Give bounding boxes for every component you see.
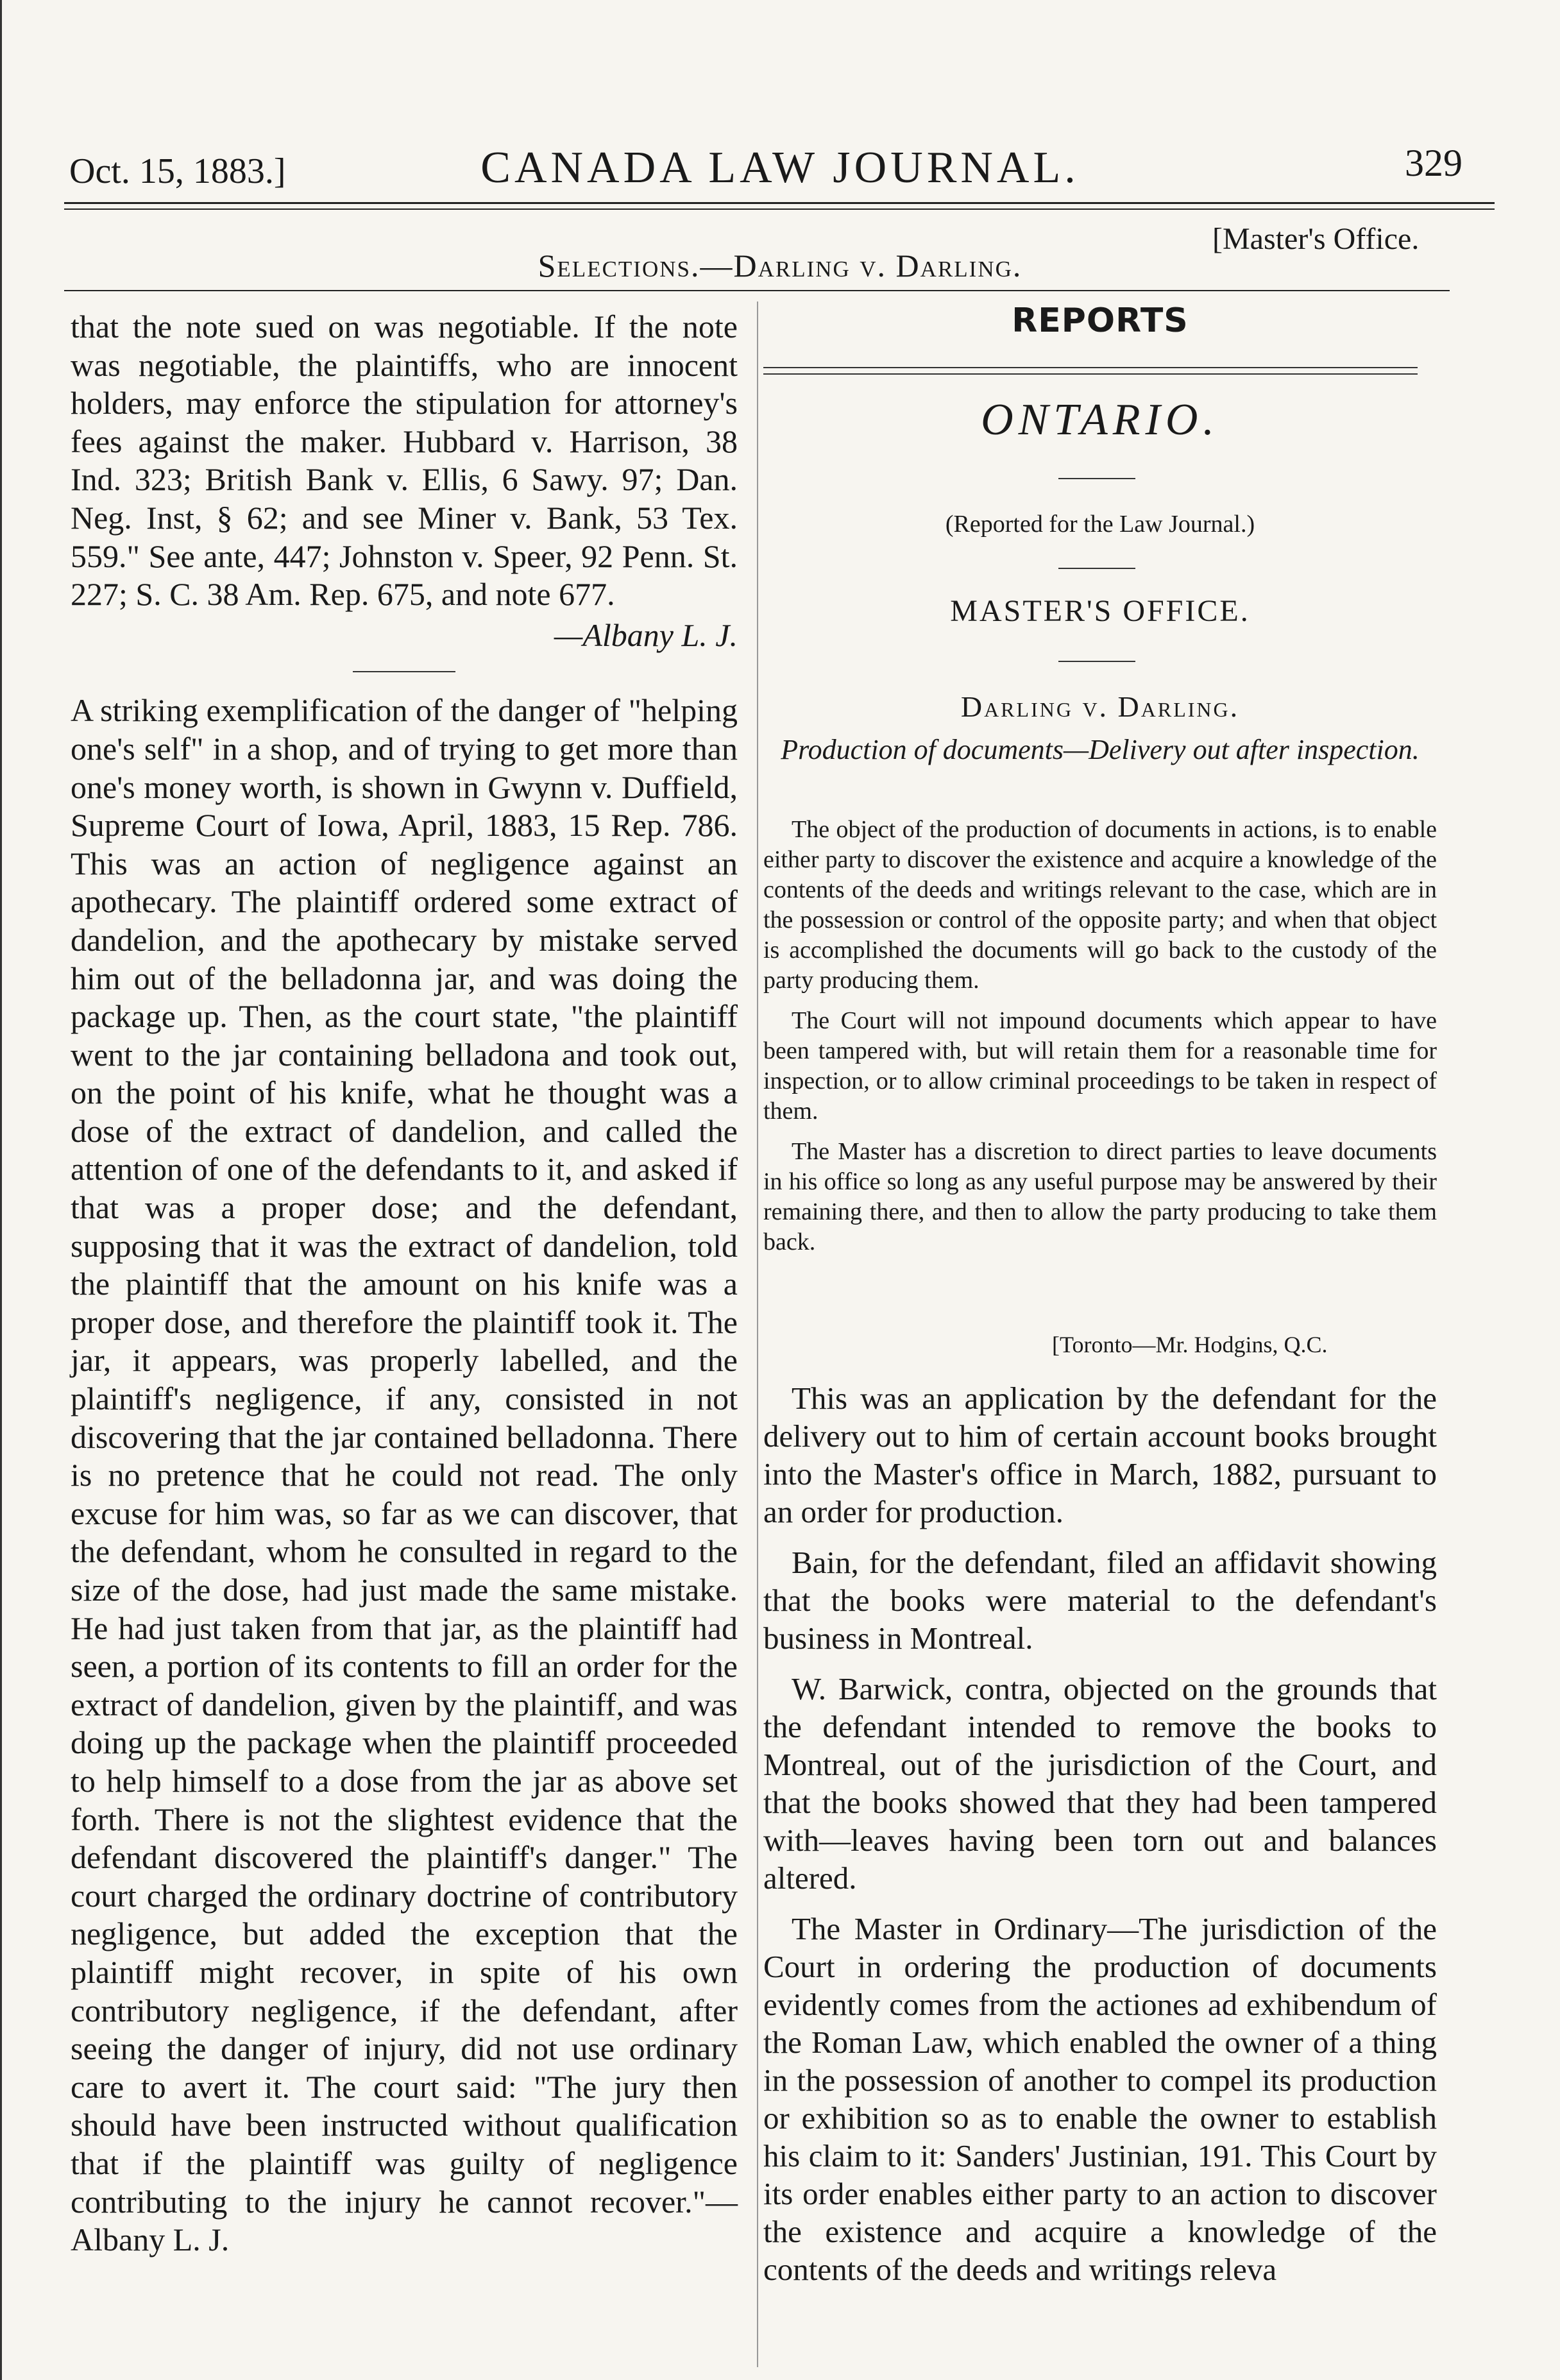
headnote-3: The Master has a discretion to direct parties to leave documents in his office so long as any useful purpose may be answered by their remaining there, and then to allow the party producing to take them back.: [763, 1138, 1437, 1255]
body-paragraph-1: This was an application by the defendant for the delivery out to him of certain account books brought into the Master's office in March, 1882, pursuant to an order for production.: [763, 1381, 1437, 1529]
court-rule: [1058, 661, 1135, 662]
header-rule-top: [64, 202, 1495, 204]
section-right-label: [Master's Office.: [1212, 222, 1420, 256]
left-paragraph-2: A striking exemplification of the danger of "helping one's self" in a shop, and of trying to get more than one's money worth, is shown in Gwynn v. Duffield, Supreme Court of Iowa, April, 1883, 15 Rep. 786. This was an action of negligence against an apothecary. The plaintiff ordered some extract of dandelion, and the apothecary by mistake served him out of the belladonna jar, and was doing the package up. Then, as the court state, "the plaintiff went to the jar containing belladona and took out, on the point of his knife, what he thought was a dose of the extract of dandelion, and called the attention of one of the defendants to it, and asked if that was a proper dose; and the defendant, supposing that it was the extract of dandelion, told the plaintiff that the amount on his knife was a proper dose, and therefore the plaintiff took it. The jar, it appears, was properly labelled, and the plaintiff's negligence, if any, consisted in not discovering that the jar contained belladonna. There is no pretence that he could not read. The only excuse for him was, so far as we can discover, that the defendant, whom he consulted in regard to the size of the dose, had just made the same mistake. He had just taken from that jar, as the plaintiff had seen, a portion of its contents to fill an order for the extract of dandelion, given by the plaintiff, and was doing up the package when the plaintiff proceeded to help himself to a dose from the jar as above set forth. There is not the slightest evidence that the defendant discovered the plaintiff's danger." The court charged the ordinary doctrine of contributory negligence, but added the exception that the plaintiff might recover, in spite of his own contributory negligence, if the defendant, after seeing the danger of injury, did not use ordinary care to avert it. The court said: "The jury then should have been instructed without qualification that if the plaintiff was guilty of negligence contributing to the injury he cannot recover."—Albany L. J.: [71, 692, 738, 2258]
header-rule-bottom: [64, 208, 1495, 210]
journal-title: CANADA LAW JOURNAL.: [480, 143, 1080, 192]
reported-for-line: (Reported for the Law Journal.): [945, 511, 1255, 538]
counsel-line: [Toronto—Mr. Hodgins, Q.C.: [1052, 1332, 1328, 1357]
section-rule: [64, 290, 1450, 291]
body-paragraph-2: Bain, for the defendant, filed an affidavit showing that the books were material to the defendant's business in Montreal.: [763, 1545, 1437, 1656]
left-paragraph-1: that the note sued on was negotiable. If the note was negotiable, the plaintiffs, who are innocent holders, may enforce the stipulation for attorney's fees against the maker. Hubbard v. Harrison, 38 Ind. 323; British Bank v. Ellis, 6 Sawy. 97; Dan. Neg. Inst, § 62; and see Miner v. Bank, 53 Tex. 559." See ante, 447; Johnston v. Speer, 92 Penn. St. 227; S. C. 38 Am. Rep. 675, and note 677.: [71, 309, 738, 613]
header-date: Oct. 15, 1883.]: [69, 151, 286, 191]
headnote-1: The object of the production of documents in actions, is to enable either party to discover the existence and acquire a knowledge of the contents of the deeds and writings relevant to the case, which are in the possession or control of the opposite party; and when that object is accomplished the documents will go back to the custody of the party producing them.: [763, 816, 1437, 994]
scan-edge-line: [0, 0, 2, 2380]
left-column: [71, 308, 738, 2259]
case-name: Darling v. Darling.: [960, 690, 1240, 723]
province-heading: ONTARIO.: [981, 395, 1219, 445]
province-rule: [1058, 478, 1135, 479]
headnotes: [763, 815, 1437, 1268]
court-heading: MASTER'S OFFICE.: [950, 594, 1250, 628]
headnote-2: The Court will not impound documents which appear to have been tampered with, but will retain them for a reasonable time for inspection, or to allow criminal proceedings to be taken in respect of them.: [763, 1007, 1437, 1125]
column-divider: [757, 302, 758, 2367]
body-paragraph-4: The Master in Ordinary—The jurisdiction of the Court in ordering the production of documents evidently comes from the actiones ad exhibendum of the Roman Law, which enabled the owner of a thing in the possession of another to compel its production or exhibition so as to enable the owner to establish his claim to it: Sanders' Justinian, 191. This Court by its order enables either party to an action to discover the existence and acquire a knowledge of the contents of the deeds and writings releva: [763, 1911, 1437, 2287]
case-subject: Production of documents—Delivery out after inspection.: [781, 734, 1420, 765]
reports-rule-2: [763, 373, 1418, 375]
body-paragraph-3: W. Barwick, contra, objected on the grounds that the defendant intended to remove the books to Montreal, out of the jurisdiction of the Court, and that the books showed that they had been tampered with—leaves having been torn out and balances altered.: [763, 1671, 1437, 1896]
page-number: 329: [1405, 142, 1462, 184]
section-heading: Selections.—Darling v. Darling.: [538, 248, 1022, 284]
reports-title: REPORTS: [1012, 302, 1189, 340]
right-column-body: [763, 1379, 1437, 2301]
reports-rule-1: [763, 367, 1418, 368]
left-source-1: —Albany L. J.: [554, 616, 738, 653]
reported-rule: [1058, 568, 1135, 569]
left-separator: [353, 671, 455, 672]
